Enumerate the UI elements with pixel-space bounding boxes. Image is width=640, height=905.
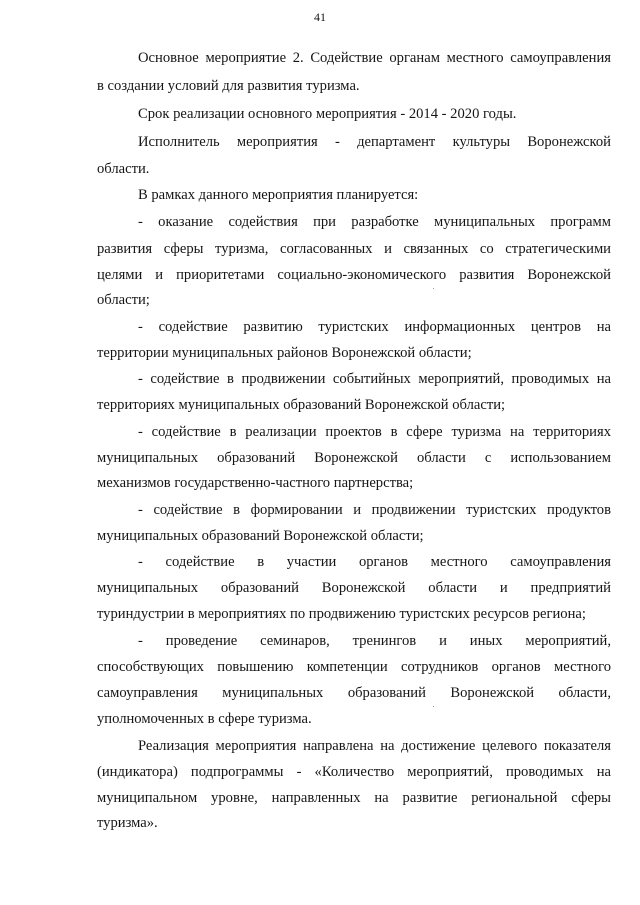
text-line: - содействие в участии органов местного самоуправления xyxy=(138,554,611,570)
text-line: муниципальных образований Воронежской области; xyxy=(97,528,424,544)
text-line: - оказание содействия при разработке муниципальных программ xyxy=(138,214,611,230)
text-line: туризма». xyxy=(97,815,158,831)
text-line: целями и приоритетами социально-экономического развития Воронежской xyxy=(97,267,611,283)
text-line: муниципальных образований Воронежской области и предприятий xyxy=(97,580,611,596)
text-line: в создании условий для развития туризма. xyxy=(97,78,360,94)
text-line: механизмов государственно-частного партнерства; xyxy=(97,475,414,491)
text-line: муниципальных образований Воронежской области с использованием xyxy=(97,450,611,466)
text-line: уполномоченных в сфере туризма. xyxy=(97,711,312,727)
text-line: - содействие развитию туристских информационных центров на xyxy=(138,319,611,335)
text-line: Срок реализации основного мероприятия - 2014 - 2020 годы. xyxy=(138,106,517,122)
text-line: области; xyxy=(97,292,150,308)
text-line: - проведение семинаров, тренингов и иных мероприятий, xyxy=(138,633,611,649)
text-line: способствующих повышению компетенции сотрудников органов местного xyxy=(97,659,611,675)
text-line: - содействие в формировании и продвижении туристских продуктов xyxy=(138,502,611,518)
scan-speck xyxy=(433,288,434,289)
text-line: самоуправления муниципальных образований Воронежской области, xyxy=(97,685,611,701)
text-line: Основное мероприятие 2. Содействие органам местного самоуправления xyxy=(138,50,611,66)
text-line: развития сферы туризма, согласованных и связанных со стратегическими xyxy=(97,241,611,257)
text-line: - содействие в продвижении событийных мероприятий, проводимых на xyxy=(138,371,611,387)
text-line: - содействие в реализации проектов в сфере туризма на территориях xyxy=(138,424,611,440)
text-line: области. xyxy=(97,161,150,177)
text-line: Исполнитель мероприятия - департамент культуры Воронежской xyxy=(138,134,611,150)
scan-speck xyxy=(433,706,434,707)
text-line: муниципальном уровне, направленных на развитие региональной сферы xyxy=(97,790,611,806)
text-line: Реализация мероприятия направлена на достижение целевого показателя xyxy=(138,738,611,754)
text-line: В рамках данного мероприятия планируется: xyxy=(138,187,419,203)
text-line: территории муниципальных районов Воронежской области; xyxy=(97,345,472,361)
text-line: (индикатора) подпрограммы - «Количество мероприятий, проводимых на xyxy=(97,764,611,780)
text-line: туриндустрии в мероприятиях по продвижению туристских ресурсов региона; xyxy=(97,606,586,622)
page-number: 41 xyxy=(314,10,326,24)
text-line: территориях муниципальных образований Воронежской области; xyxy=(97,397,506,413)
